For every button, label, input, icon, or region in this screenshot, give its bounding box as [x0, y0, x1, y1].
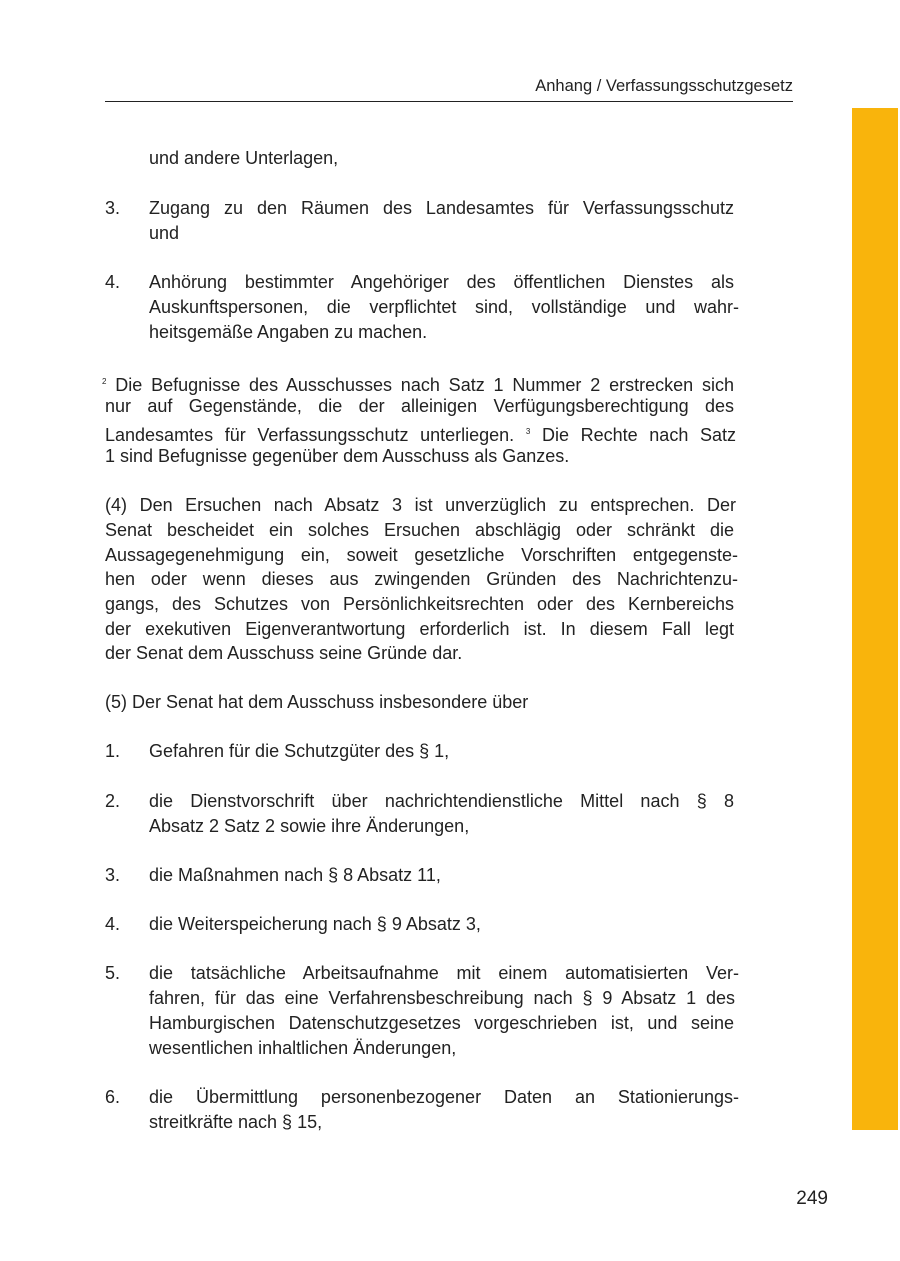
- sentence-marker: 2: [102, 377, 107, 386]
- list-b-line: wesentlichen inhaltlichen Änderungen,: [149, 1038, 457, 1058]
- list-b-line: die Dienstvorschrift über nachrichtendienstliche Mittel nach § 8: [149, 791, 734, 811]
- paragraph-line: nur auf Gegenstände, die der alleinigen Verfügungsberechtigung des: [105, 396, 734, 416]
- list-a-number: 3.: [105, 198, 121, 218]
- list-b-line: Absatz 2 Satz 2 sowie ihre Änderungen,: [149, 816, 470, 836]
- list-a-number: 4.: [105, 272, 121, 292]
- list-a-line: Auskunftspersonen, die verpflichtet sind, vollständige und wahr-: [149, 297, 739, 317]
- running-header: Anhang / Verfassungsschutzgesetz: [535, 77, 793, 95]
- list-a-line: Zugang zu den Räumen des Landesamtes für Verfassungsschutz: [149, 198, 734, 218]
- sentence-marker: 3: [525, 427, 531, 436]
- paragraph-4-line: gangs, des Schutzes von Persönlichkeitsrechten oder des Kernbereichs: [105, 594, 734, 614]
- paragraph-4-line: (4) Den Ersuchen nach Absatz 3 ist unverzüglich zu entsprechen. Der: [105, 495, 736, 515]
- list-b-line: die Maßnahmen nach § 8 Absatz 11,: [149, 865, 441, 885]
- paragraph-4-line: der Senat dem Ausschuss seine Gründe dar.: [105, 643, 463, 663]
- list-a-line: heitsgemäße Angaben zu machen.: [149, 322, 428, 342]
- list-b-number: 5.: [105, 963, 121, 983]
- sentence-text: Die Befugnisse des Ausschusses nach Satz 1 Nummer 2 erstrecken sich: [115, 375, 734, 395]
- paragraph-4-line: der exekutiven Eigenverantwortung erforderlich ist. In diesem Fall legt: [105, 619, 734, 639]
- paragraph-5-intro: (5) Der Senat hat dem Ausschuss insbesondere über: [105, 692, 529, 712]
- sentence-text: Landesamtes für Verfassungsschutz unterliegen.: [105, 425, 515, 445]
- list-b-line: fahren, für das eine Verfahrensbeschreibung nach § 9 Absatz 1 des: [149, 988, 735, 1008]
- list-b-line: Gefahren für die Schutzgüter des § 1,: [149, 741, 450, 761]
- sentence-text: Die Rechte nach Satz: [541, 425, 736, 445]
- list-b-line: streitkräfte nach § 15,: [149, 1112, 323, 1132]
- list-b-number: 4.: [105, 914, 121, 934]
- paragraph-line: 1 sind Befugnisse gegenüber dem Ausschuss als Ganzes.: [105, 446, 570, 466]
- paragraph-4-line: Aussagegenehmigung ein, soweit gesetzliche Vorschriften entgegenste-: [105, 545, 738, 565]
- list-b-number: 3.: [105, 865, 121, 885]
- chapter-tab-marker: [852, 108, 898, 1130]
- header-divider: [105, 101, 793, 102]
- list-b-line: die Übermittlung personenbezogener Daten an Stationierungs-: [149, 1087, 739, 1107]
- paragraph-4-line: hen oder wenn dieses aus zwingenden Gründen des Nachrichtenzu-: [105, 569, 738, 589]
- list-b-number: 6.: [105, 1087, 121, 1107]
- list-b-line: Hamburgischen Datenschutzgesetzes vorgeschrieben ist, und seine: [149, 1013, 734, 1033]
- list-b-line: die tatsächliche Arbeitsaufnahme mit einem automatisierten Ver-: [149, 963, 739, 983]
- list-a-line: Anhörung bestimmter Angehöriger des öffentlichen Dienstes als: [149, 272, 734, 292]
- list-a-line: und: [149, 223, 180, 243]
- continuation-line: und andere Unterlagen,: [149, 148, 339, 168]
- list-b-number: 1.: [105, 741, 121, 761]
- page-number: 249: [796, 1188, 828, 1209]
- paragraph-4-line: Senat bescheidet ein solches Ersuchen abschlägig oder schränkt die: [105, 520, 734, 540]
- list-b-number: 2.: [105, 791, 121, 811]
- list-b-line: die Weiterspeicherung nach § 9 Absatz 3,: [149, 914, 481, 934]
